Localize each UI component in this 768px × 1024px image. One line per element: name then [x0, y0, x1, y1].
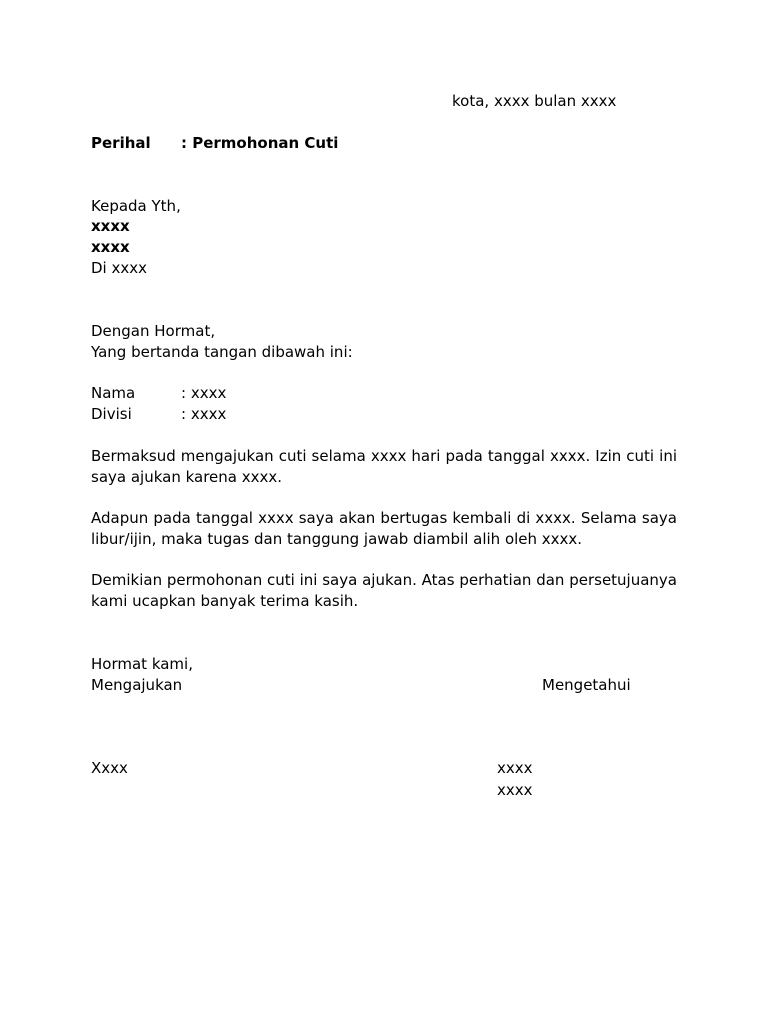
approver-name: xxxx	[497, 759, 533, 777]
subject-line	[91, 133, 338, 153]
approver-label: Mengetahui	[542, 676, 631, 694]
submitter-label: Mengajukan	[91, 676, 183, 694]
recipient-location: Di xxxx	[91, 259, 147, 277]
name-label: Nama	[91, 384, 136, 402]
recipient-line-2: xxxx	[91, 238, 130, 256]
intro-line: Yang bertanda tangan dibawah ini:	[91, 343, 353, 361]
name-value: : xxxx	[181, 384, 227, 402]
salutation: Dengan Hormat,	[91, 322, 216, 340]
body-paragraph-3: Demikian permohonan cuti ini saya ajukan. Atas perhatian dan persetujuanya kami ucapkan banyak terima kasih.	[91, 571, 677, 610]
division-value: : xxxx	[181, 405, 227, 423]
division-label: Divisi	[91, 405, 132, 423]
division-row	[91, 404, 226, 424]
name-row	[91, 383, 226, 403]
subject-value: : Permohonan Cuti	[181, 134, 339, 152]
place-date: kota, xxxx bulan xxxx	[452, 92, 617, 110]
subject-label: Perihal	[91, 134, 151, 152]
closing-regards: Hormat kami,	[91, 655, 193, 673]
body-paragraph-2: Adapun pada tanggal xxxx saya akan bertugas kembali di xxxx. Selama saya libur/ijin, maka tugas dan tanggung jawab diambil alih oleh xxxx.	[91, 509, 677, 548]
submitter-name: Xxxx	[91, 759, 128, 777]
recipient-line-1: xxxx	[91, 217, 130, 235]
recipient-greeting: Kepada Yth,	[91, 197, 181, 215]
approver-position: xxxx	[497, 781, 533, 799]
body-paragraph-1: Bermaksud mengajukan cuti selama xxxx hari pada tanggal xxxx. Izin cuti ini saya ajukan karena xxxx.	[91, 447, 677, 486]
